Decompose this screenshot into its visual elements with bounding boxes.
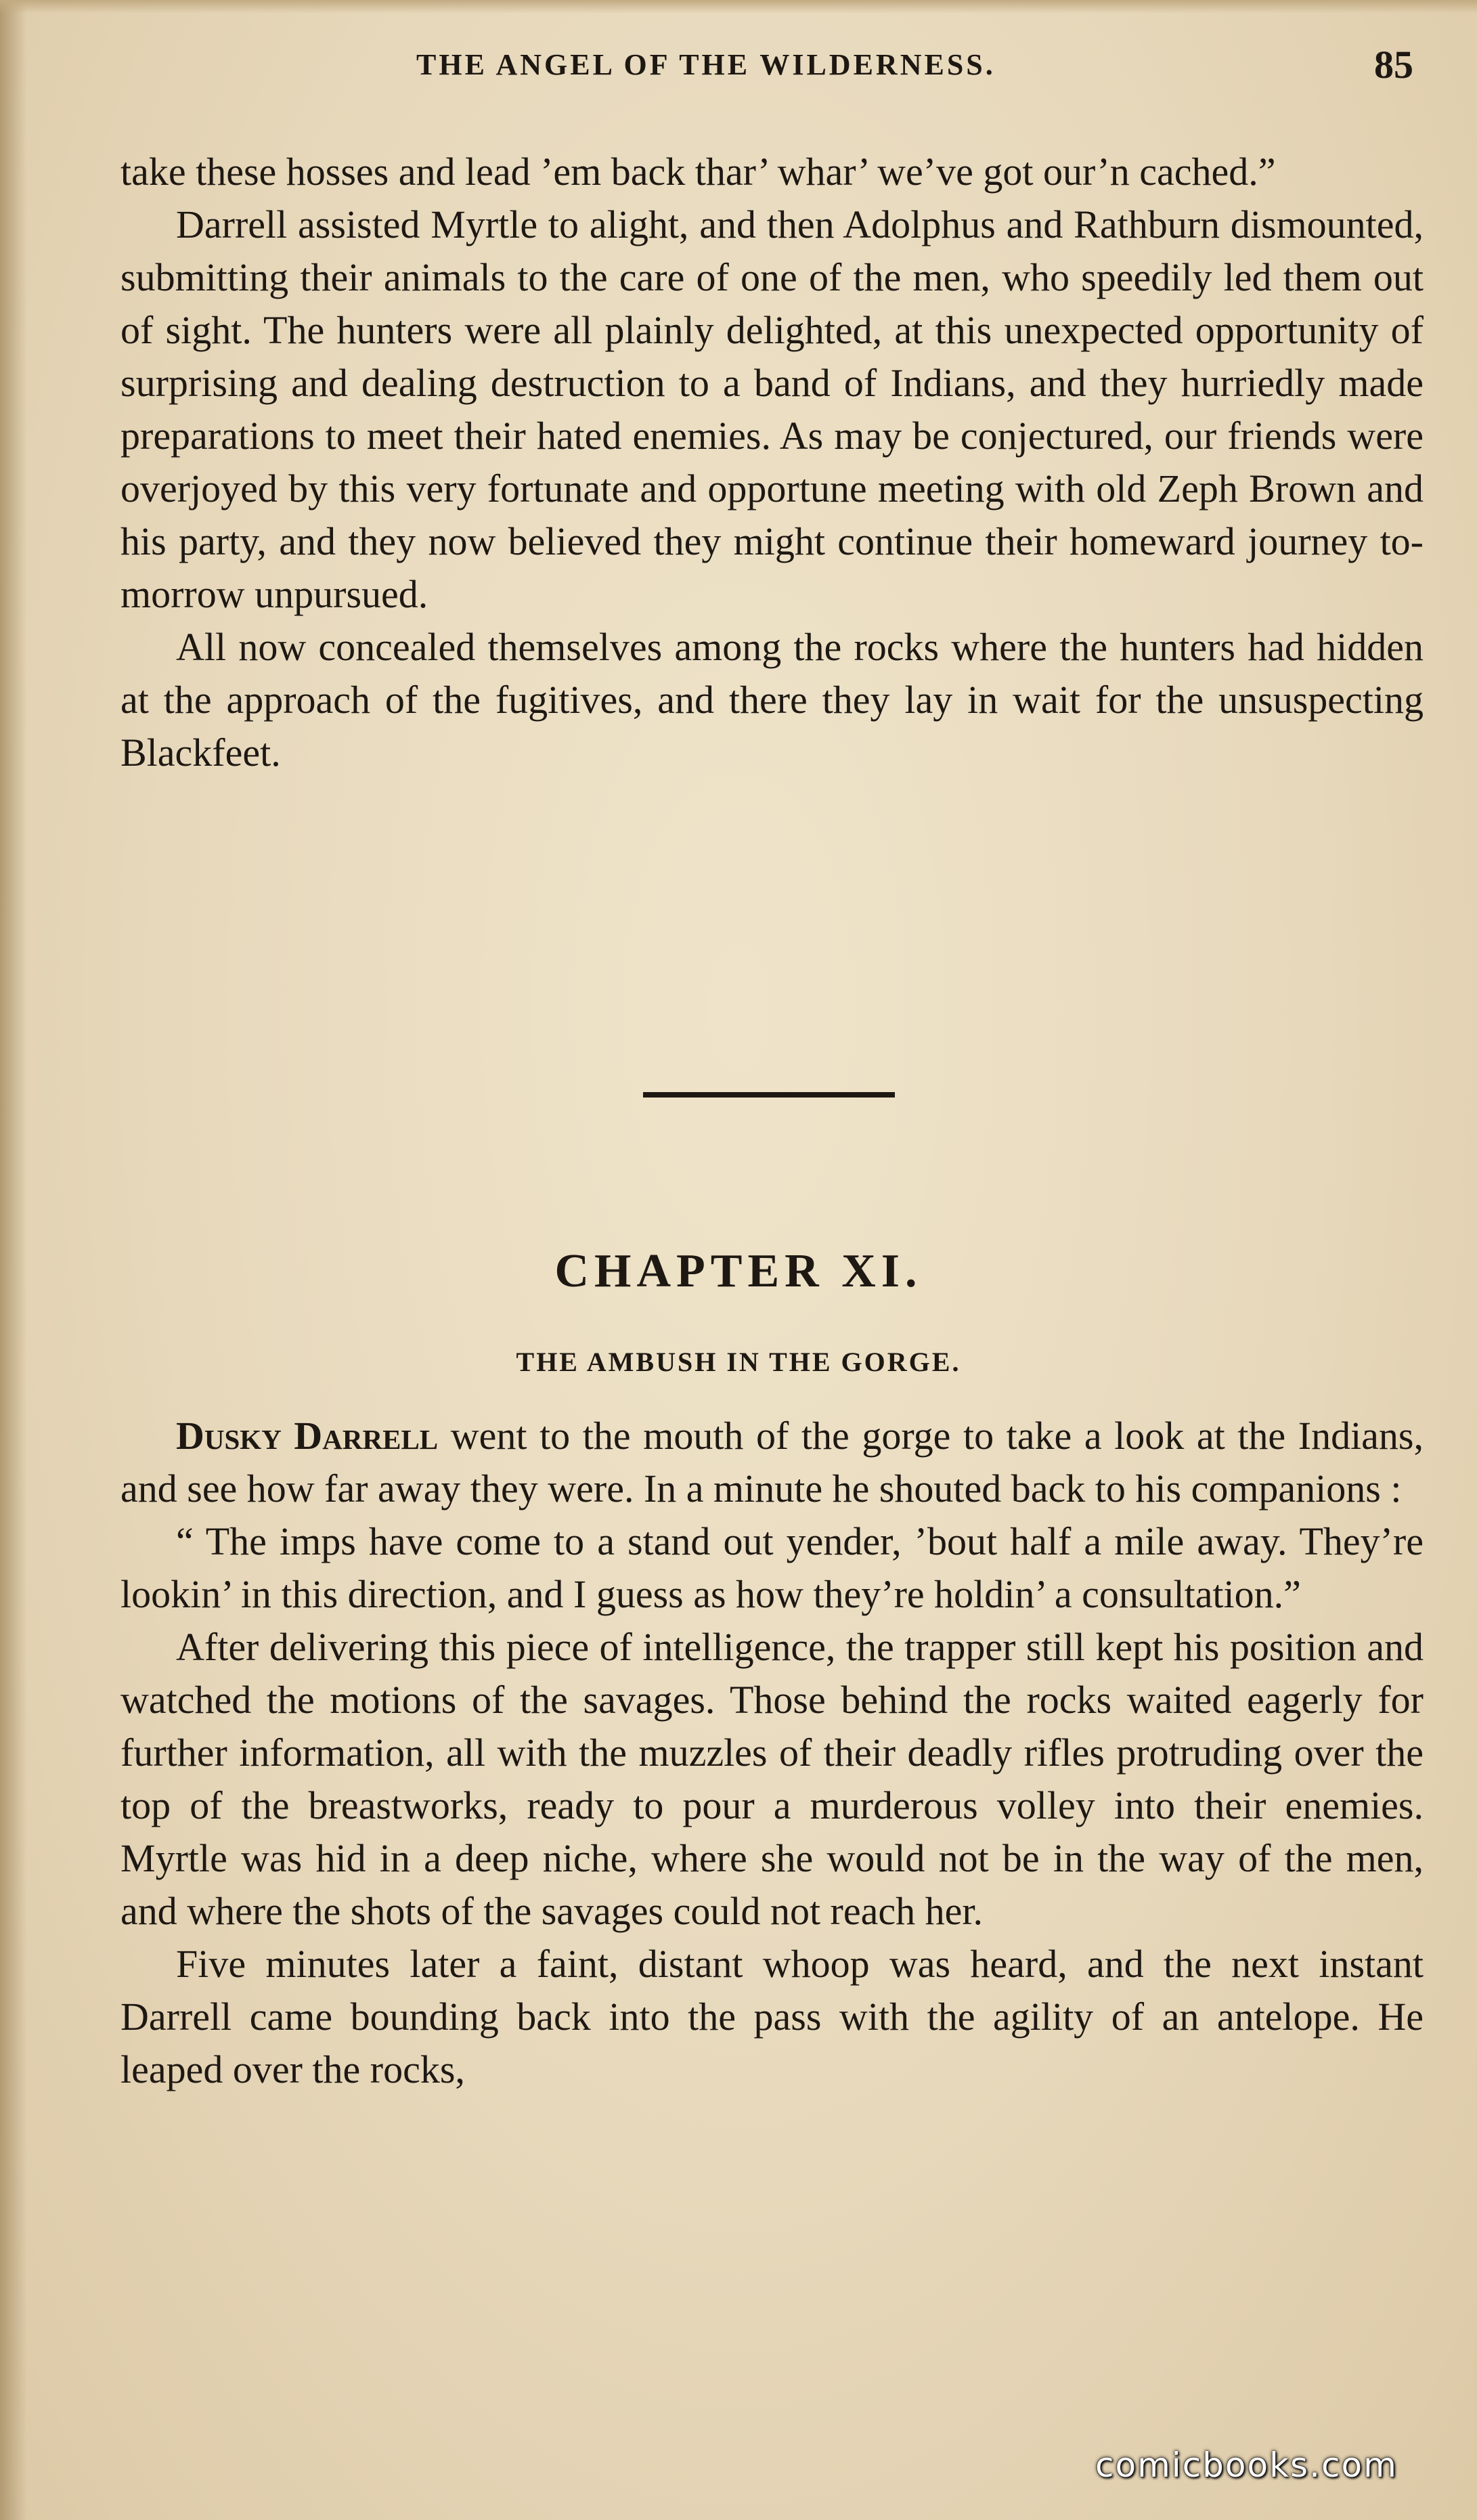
running-head-title: THE ANGEL OF THE WILDERNESS.	[416, 48, 996, 81]
paragraph: After delivering this piece of intelligence, the trapper still kept his position and watched the motions of the savages. Those behind the rocks waited eagerly for further information, all with the muzzles of their deadly rifles protruding over the top of the breastworks, ready to pour a murderous volley into their enemies. Myrtle was hid in a deep niche, where she would not be in the way of the men, and where the shots of the savages could not reach her.	[120, 1625, 1424, 1933]
paragraph: Darrell assisted Myrtle to alight, and then Adolphus and Rathburn dismounted, submitting their animals to the care of one of the men, who speedily led them out of sight. The hunters were all plainly delighted, at this unexpected opportunity of surprising and dealing destruction to a band of Indians, and they hurriedly made preparations to meet their hated enemies. As may be conjectured, our friends were overjoyed by this very fortunate and opportune meeting with old Zeph Brown and his party, and they now believed they might continue their homeward journey to-morrow unpursued.	[120, 202, 1424, 616]
paragraph: Five minutes later a faint, distant whoop was heard, and the next instant Darrell came bounding back into the pass with the agility of an antelope. He leaped over the rocks,	[120, 1942, 1424, 2091]
site-watermark: comicbooks.com	[1095, 2446, 1398, 2485]
chapter-heading: CHAPTER XI.	[554, 1245, 923, 1297]
page-top-shadow	[0, 0, 1477, 14]
section-divider-rule	[643, 1092, 895, 1098]
chapter-first-paragraph	[120, 1410, 1424, 1515]
body-text-chapter	[120, 1410, 1424, 2096]
paragraph: “ The imps have come to a stand out yender, ’bout half a mile away. They’re lookin’ in this direction, and I guess as how they’re holdin’ a consultation.”	[120, 1519, 1424, 1616]
page-number: 85	[1374, 43, 1413, 87]
paragraph-continuation: take these hosses and lead ’em back thar’ whar’ we’ve got our’n cached.”	[120, 150, 1276, 194]
chapter-first-paragraph-text: went to the mouth of the gorge to take a look at the Indians, and see how far away they were. In a minute he shouted back to his companions :	[120, 1414, 1424, 1511]
body-text-top	[120, 146, 1424, 779]
chapter-lead-name: Dusky Darrell	[176, 1414, 439, 1458]
running-head	[0, 42, 1477, 96]
paragraph: All now concealed themselves among the rocks where the hunters had hidden at the approach of the fugitives, and there they lay in wait for the unsuspecting Blackfeet.	[120, 625, 1424, 775]
chapter-subtitle: THE AMBUSH IN THE GORGE.	[516, 1347, 961, 1377]
